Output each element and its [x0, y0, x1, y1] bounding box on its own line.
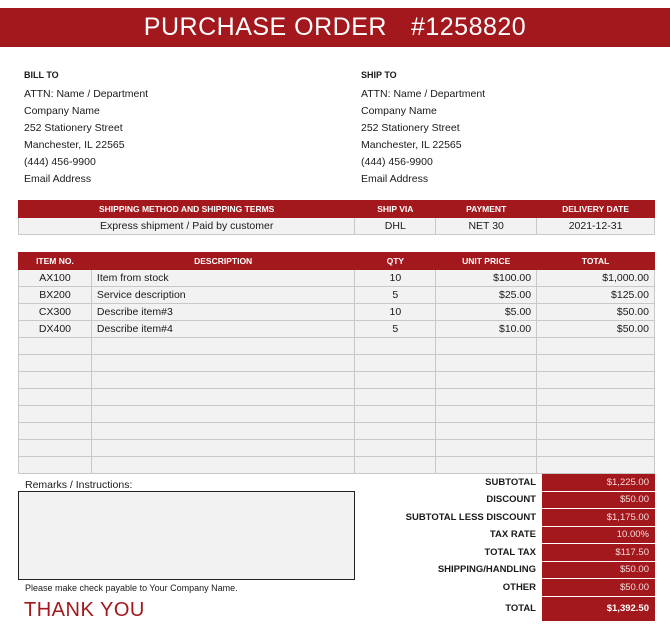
unit-price-cell [436, 423, 537, 440]
description-cell [91, 406, 354, 423]
item-no-cell [19, 440, 92, 457]
description-cell [91, 355, 354, 372]
item-no-cell [19, 406, 92, 423]
ship-to-email: Email Address [361, 173, 429, 185]
qty-cell: 10 [355, 270, 436, 287]
total-cell [537, 440, 655, 457]
other-label: OTHER [360, 579, 542, 597]
ship-to-attn: ATTN: Name / Department [361, 88, 486, 100]
total-cell [537, 389, 655, 406]
qty-cell [355, 389, 436, 406]
unit-price-cell: $25.00 [436, 287, 537, 304]
unit-price-cell [436, 389, 537, 406]
item-no-cell [19, 338, 92, 355]
delivery-date-value: 2021-12-31 [537, 218, 655, 235]
subtotal-less-discount-label: SUBTOTAL LESS DISCOUNT [360, 509, 542, 527]
shipping-values-row [19, 218, 655, 235]
qty-cell: 10 [355, 304, 436, 321]
ship-to-street: 252 Stationery Street [361, 122, 460, 134]
delivery-date-header: DELIVERY DATE [537, 201, 655, 218]
subtotal-value: $1,225.00 [542, 474, 655, 491]
shipping-terms-value: Express shipment / Paid by customer [19, 218, 355, 235]
unit-price-cell [436, 440, 537, 457]
item-no-cell [19, 423, 92, 440]
unit-price-cell: $10.00 [436, 321, 537, 338]
total-cell [537, 355, 655, 372]
description-header: DESCRIPTION [91, 253, 354, 270]
subtotal-less-discount-row [360, 509, 655, 527]
total-tax-value: $117.50 [542, 544, 655, 562]
qty-cell [355, 440, 436, 457]
bill-to-email: Email Address [24, 173, 92, 185]
payment-note: Please make check payable to Your Company Name. [25, 583, 238, 593]
bill-to-street: 252 Stationery Street [24, 122, 123, 134]
description-cell [91, 389, 354, 406]
shipping-header-row [19, 201, 655, 218]
table-row [19, 389, 655, 406]
item-no-cell: AX100 [19, 270, 92, 287]
qty-cell: 5 [355, 287, 436, 304]
table-row [19, 355, 655, 372]
discount-label: DISCOUNT [360, 491, 542, 509]
qty-cell [355, 355, 436, 372]
description-cell [91, 440, 354, 457]
unit-price-cell [436, 355, 537, 372]
description-cell: Service description [91, 287, 354, 304]
item-no-cell [19, 355, 92, 372]
table-row [19, 270, 655, 287]
total-cell [537, 372, 655, 389]
table-row [19, 372, 655, 389]
description-cell [91, 423, 354, 440]
qty-cell [355, 423, 436, 440]
total-tax-row [360, 544, 655, 562]
page-title: PURCHASE ORDER [143, 13, 387, 41]
tax-rate-label: TAX RATE [360, 526, 542, 544]
unit-price-cell: $100.00 [436, 270, 537, 287]
payment-header: PAYMENT [436, 201, 537, 218]
qty-cell [355, 457, 436, 474]
other-row [360, 579, 655, 597]
table-row [19, 304, 655, 321]
remarks-input[interactable] [18, 491, 355, 580]
qty-cell [355, 338, 436, 355]
ship-to-phone: (444) 456-9900 [361, 156, 433, 168]
total-cell [537, 406, 655, 423]
table-row [19, 321, 655, 338]
items-table [18, 252, 655, 474]
shipping-handling-value: $50.00 [542, 561, 655, 579]
total-cell: $50.00 [537, 304, 655, 321]
item-no-cell: DX400 [19, 321, 92, 338]
totals-table [360, 474, 655, 622]
table-row [19, 287, 655, 304]
total-row [360, 596, 655, 621]
description-cell [91, 338, 354, 355]
item-no-header: ITEM NO. [19, 253, 92, 270]
qty-cell: 5 [355, 321, 436, 338]
shipping-table [18, 200, 655, 235]
total-value: $1,392.50 [542, 596, 655, 621]
description-cell: Describe item#4 [91, 321, 354, 338]
qty-header: QTY [355, 253, 436, 270]
shipping-terms-header: SHIPPING METHOD AND SHIPPING TERMS [19, 201, 355, 218]
item-no-cell [19, 457, 92, 474]
title-banner [0, 8, 670, 47]
description-cell: Item from stock [91, 270, 354, 287]
total-cell [537, 338, 655, 355]
total-cell [537, 457, 655, 474]
subtotal-row [360, 474, 655, 491]
table-row [19, 440, 655, 457]
bill-to-block [24, 67, 148, 188]
discount-value: $50.00 [542, 491, 655, 509]
description-cell: Describe item#3 [91, 304, 354, 321]
tax-rate-row [360, 526, 655, 544]
description-cell [91, 457, 354, 474]
shipping-handling-label: SHIPPING/HANDLING [360, 561, 542, 579]
other-value: $50.00 [542, 579, 655, 597]
unit-price-cell [436, 372, 537, 389]
tax-rate-value: 10.00% [542, 526, 655, 544]
bill-to-phone: (444) 456-9900 [24, 156, 96, 168]
ship-to-city: Manchester, IL 22565 [361, 139, 462, 151]
po-number: #1258820 [410, 13, 527, 41]
unit-price-cell [436, 338, 537, 355]
ship-to-heading: SHIP TO [361, 70, 397, 80]
bill-to-company: Company Name [24, 105, 100, 117]
total-cell [537, 423, 655, 440]
unit-price-cell [436, 457, 537, 474]
qty-cell [355, 406, 436, 423]
payment-value: NET 30 [436, 218, 537, 235]
thank-you-text: THANK YOU [24, 599, 145, 621]
item-no-cell: CX300 [19, 304, 92, 321]
description-cell [91, 372, 354, 389]
qty-cell [355, 372, 436, 389]
item-no-cell: BX200 [19, 287, 92, 304]
item-no-cell [19, 389, 92, 406]
total-header: TOTAL [537, 253, 655, 270]
table-row [19, 338, 655, 355]
item-no-cell [19, 372, 92, 389]
total-tax-label: TOTAL TAX [360, 544, 542, 562]
ship-to-company: Company Name [361, 105, 437, 117]
ship-to-block [361, 67, 485, 188]
unit-price-cell: $5.00 [436, 304, 537, 321]
total-label: TOTAL [360, 596, 542, 621]
bill-to-city: Manchester, IL 22565 [24, 139, 125, 151]
remarks-label: Remarks / Instructions: [25, 479, 133, 491]
discount-row [360, 491, 655, 509]
total-cell: $125.00 [537, 287, 655, 304]
table-row [19, 406, 655, 423]
total-cell: $50.00 [537, 321, 655, 338]
shipping-handling-row [360, 561, 655, 579]
table-row [19, 457, 655, 474]
total-cell: $1,000.00 [537, 270, 655, 287]
unit-price-cell [436, 406, 537, 423]
unit-price-header: UNIT PRICE [436, 253, 537, 270]
bill-to-attn: ATTN: Name / Department [24, 88, 149, 100]
ship-via-value: DHL [355, 218, 436, 235]
subtotal-less-discount-value: $1,175.00 [542, 509, 655, 527]
items-header-row [19, 253, 655, 270]
ship-via-header: SHIP VIA [355, 201, 436, 218]
bill-to-heading: BILL TO [24, 70, 59, 80]
table-row [19, 423, 655, 440]
subtotal-label: SUBTOTAL [360, 474, 542, 491]
